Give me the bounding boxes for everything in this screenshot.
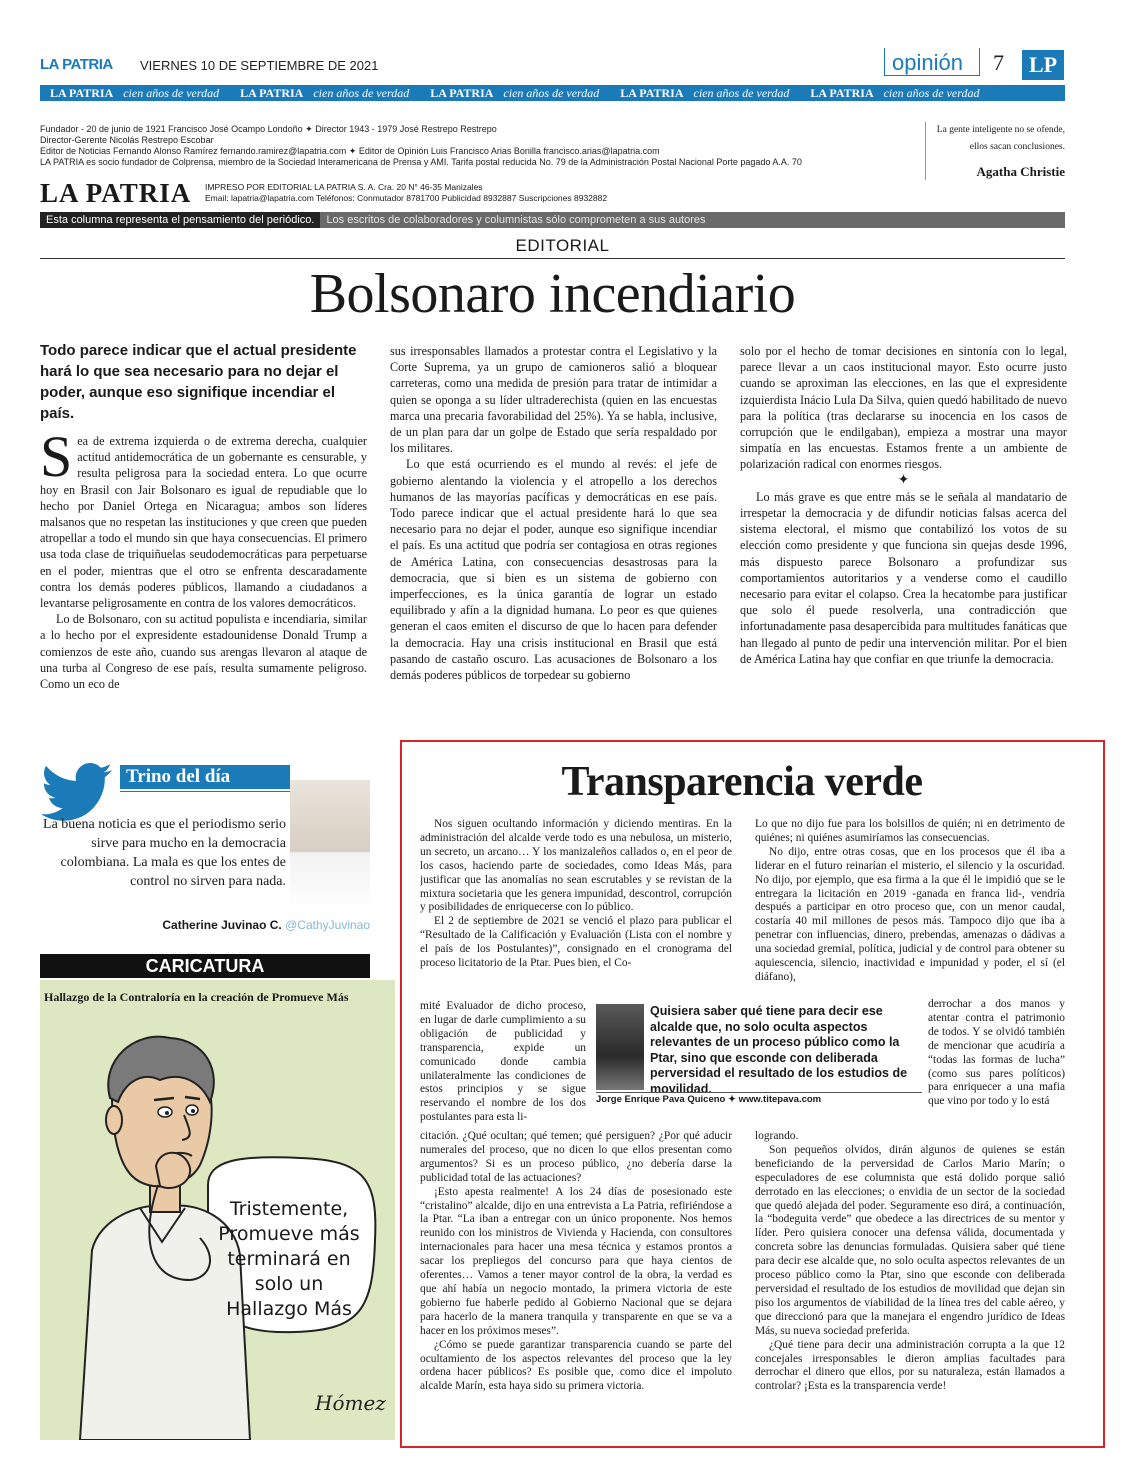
drop-cap: S — [40, 433, 73, 489]
paragraph: ¡Esto apesta realmente! A los 24 días de posesionado este “cristalino” alcalde, dijo en una entrevista a La Patria, refiriéndose a la Ptar. “La iban a entregar con un único proponente. Nos hemos reunido con los ministros de Vivienda y Hacienda, con consultores internacionales para hacer una mesa técnica y estamos prontos a sacar los prepliegos del concurso para que haya cientos de oferentes… Vamos a tener mayor control de la obra, la verdad es que ahí había un negocio montado, la primera victoria de este gobierno fue haberle pedido al Gobierno Nacional que se dejara para hacerlo de la manera tranquila y transparente en que se va a hacer en los próximos meses”. — [420, 1185, 732, 1337]
printer-info: IMPRESO POR EDITORIAL LA PATRIA S. A. Cra. 20 N° 46-35 Manizales — [205, 182, 483, 192]
notice-band — [40, 212, 1065, 228]
paragraph: ¿Qué tiene para decir una administración corrupta a la que 12 concejales irresponsables le dieron amplias facultades para derrochar el dinero que ellos, por su naturaleza, están llamados a controlar? ¡Esta es la transparencia verde! — [755, 1338, 1065, 1393]
author-photo — [290, 780, 370, 910]
paragraph: Lo que está ocurriendo es el mundo al revés: el jefe de gobierno alentando la violencia y el atropello a los derechos humanos de las mayorías pacíficas y democráticas en ese país. Todo parece indicar que el actual presidente hará lo que sea necesario para no dejar el poder, aunque eso signifique incendiar el país. Es una actitud que podría ser contagiosa en otras regiones de América Latina, con consecuencias desastrosas para la democracia, que si bien es un sistema de gobierno con imperfecciones, es la única garantía de lograr un estado equilibrado y afín a la dignidad humana. Lo peor es que quienes generan el caos emiten el discurso de que lo hacen para defender la democracia. Hay una crisis institucional en Brasil que está pasando de castaño oscuro. Las acusaciones de Bolsonaro a los demás poderes públicos de torpedear su gobierno — [390, 457, 717, 683]
masthead-date: VIERNES 10 DE SEPTIEMBRE DE 2021 — [140, 58, 379, 73]
paragraph — [40, 433, 367, 611]
paragraph: Lo de Bolsonaro, con su actitud populista e incendiaria, similar a lo hecho por el expresidente estadounidense Donald Trump a comienzos de este año, cuando sus arengas llevaron al ataque de una turba al Congreso de ese país, resulta sumamente peligroso. Como un eco de — [40, 612, 367, 692]
band-slogan: cien años de verdad — [123, 86, 220, 100]
contact-info: Email: lapatria@lapatria.com Teléfonos: Conmutador 8781700 Publicidad 8932887 Suscripciones 8932882 — [205, 193, 608, 203]
paragraph: ¿Cómo se puede garantizar transparencia cuando se parte del ocultamiento de los aspectos relevantes del proceso que la ley ordena hacer públicos? Es posible que, como dice el impoluto alcalde Marín, esta haya sido su primera victoria. — [420, 1338, 732, 1393]
columnist-photo — [596, 1004, 644, 1090]
editorial-headline: Bolsonaro incendiario — [309, 263, 796, 325]
paragraph: Nos siguen ocultando información y diciendo mentiras. En la administración del alcalde verde todo es una nebulosa, un misterio, un secreto, un arcano… Y los manizaleños callados o, en el peor de los casos, haciendo parte de sociedades, como Ideas Más, para justificar que las anomalías no sean escrutables y se revistan de la mixtura societaria que les genera impunidad, descontrol, corrupción y posibilidades de enriquecerse con lo público. — [420, 818, 732, 914]
columnist-byline: Jorge Enrique Pava Quiceno ✦ www.titepava.com — [596, 1092, 922, 1106]
quote-box — [925, 122, 1065, 180]
section-divider: ✦ — [897, 472, 910, 488]
paragraph-text: ea de extrema izquierda o de extrema derecha, cualquier actitud antidemocrática de un gobernante es censurable, y resulta peligrosa para la sociedad entera. Lo que ocurre hoy en Brasil con Jair Bolsonaro es igual de repudiable que lo hecho por Daniel Ortega en Nicaragua; ambos son líderes malsanos que no respetan las instituciones y que creen que pueden atropellar a todo el mundo sin que haya consecuencias. El primero usa toda clase de triquiñuelas seudodemocráticas para perpetuarse en el poder, mientras que el otro se enfrenta descaradamente contra los demás poderes públicos, llamando a ciudadanos a levantarse peligrosamente en contra de los valores democráticos. — [40, 434, 367, 611]
paragraph: logrando. — [755, 1130, 799, 1142]
paragraph: derrochar a dos manos y atentar contra el patrimonio de todos. Y se olvidó también de mencionar que acudiría a “todas las formas de lucha” (como sus pares políticos) para enriquecer a una mafia que vino por todo y lo está — [928, 998, 1065, 1108]
paragraph: citación. ¿Qué ocultan; qué temen; qué persiguen? ¿Por qué aducir numerales del proceso, que no dicen lo que ellos presentan como argumentos? Si es un proceso público, ¿no debería darse la publicidad total de las actuaciones? — [420, 1130, 732, 1184]
cartoonist-signature: Hómez — [315, 1391, 386, 1415]
caricatura-title: CARICATURA — [40, 954, 370, 978]
column-text-block — [420, 1130, 732, 1426]
trino-handle[interactable]: @CathyJuvinao — [285, 918, 370, 932]
editorial-column-1 — [40, 433, 367, 738]
quote-text — [932, 122, 1065, 156]
quote-line: La gente inteligente no se ofende, — [936, 125, 1065, 135]
credit-line: Director-Gerente Nicolás Restrepo Escobar — [40, 135, 214, 145]
column-text-block — [755, 1130, 1065, 1426]
band-logo: LA PATRIA — [50, 86, 114, 100]
twitter-bird-icon — [40, 762, 114, 822]
paragraph: sus irresponsables llamados a protestar contra el Legislativo y la Corte Suprema, ya un grupo de camioneros salió a bloquear carreteras, como una medida de presión para tratar de intimidar a quien se oponga a su líder ultraderechista (quien en las encuestas marca una precaria favorabilidad del 25%). Ya se habla, inclusive, de un plan para dar un golpe de Estado que sería respaldado por los militares. — [390, 344, 717, 456]
column-text-block — [928, 998, 1065, 1130]
credit-line: LA PATRIA es socio fundador de Colprensa, miembro de la Sociedad Interamericana de Prensa y AMI. Tarifa postal reducida No. 79 de la Administración Postal Nacional Porte pagado A.A. 70 — [40, 157, 802, 167]
band-logo: LA PATRIA — [430, 86, 494, 100]
paragraph: Lo que no dijo fue para los bolsillos de quién; ni en detrimento de quiénes; ni quiénes asumiríamos las consecuencias. — [755, 818, 1065, 844]
band-slogan: cien años de verdad — [883, 86, 980, 100]
column-text-block — [420, 1000, 586, 1130]
band-slogan: cien años de verdad — [693, 86, 790, 100]
paragraph: El 2 de septiembre de 2021 se venció el plazo para publicar el “Resultado de la Calificación y Evaluación (Lista con el nombre y el país de los Postulantes)”, consignado en el cronograma del proceso licitatorio de la Ptar. Pues bien, el Co- — [420, 915, 732, 970]
editorial-label: EDITORIAL — [515, 236, 610, 255]
paragraph: Son pequeños olvidos, dirán algunos de quienes se están beneficiando de la perversidad de Carlos Mario Marín; o especuladores de ese columnista que está dolido porque salió derrotado en las elecciones; o envidia de un sector de la sociedad que quedó alejada del poder. Seguramente eso dirá, a continuación, la “bodeguita verde” que obedece a las directrices de su mentor y líder. Pero quisiera conocer una defensa válida, documentada y concreta sobre las denuncias formuladas. Quisiera saber qué tiene para decir ese alcalde que, no solo oculta aspectos relevantes de un proceso público como la Ptar, sino que esconde con deliberada perversidad el resultado de los estudios de movilidad que dejan sin piso los argumentos de viabilidad de la línea tres del cable aéreo, y que direccionó para que la manejara el engendro jurídico de Ideas Más, su nueva sociedad preferida. — [755, 1143, 1065, 1337]
paragraph: No dijo, entre otras cosas, que en los procesos que él iba a liderar en el futuro reinarían el misterio, el silencio y la oscuridad. No dijo, por ejemplo, que esa firma a la que él le impidió que se le entregara la licitación en 2019 -ganada en franca lid-, vendría después a participar en otro proceso que, con un menor caudal, costaría 40 mil millones de pesos más. Tampoco dijo que iba a penetrar con influencias, dinero, prebendas, amenazas o dádivas a una sociedad gremial, política, judicial y de control para obtener su aquiescencia, silencio, inactividad e impunidad y poder, el sí (el diáfano), — [755, 845, 1065, 983]
section-name: opinión — [892, 50, 963, 75]
speech-bubble-text: Tristemente, Promueve más terminará en solo un Hallazgo Más — [218, 1198, 360, 1320]
column-headline: Transparencia verde — [561, 759, 923, 805]
divider — [40, 258, 1065, 259]
band-slogan: cien años de verdad — [503, 86, 600, 100]
column-text-block — [420, 818, 732, 1000]
paragraph: Lo más grave es que entre más se le señala al mandatario de irrespetar la democracia y de difundir noticias falsas acerca del sistema electoral, el mismo que contabilizó los votos de su elección como presidente y que funciona sin quejas desde 1996, más dispuesto parece Bolsonaro a profundizar sus comportamientos autoritarios y a venderse como el caudillo necesario para evitar el colapso. Crea la hecatombe para justificar que solo él puede resolverla, una contradicción que infortunadamente pasa desapercibida para multitudes fanáticas que han llegado al punto de pedir una intervención militar. Por el bien de América Latina hay que confiar en que triunfe la democracia. — [740, 489, 1067, 666]
page-number: 7 — [993, 50, 1004, 75]
editorial-column-3 — [740, 343, 1067, 738]
paragraph: mité Evaluador de dicho proceso, en lugar de darle cumplimiento a su obligación de publicidad y transparencia, expide un comunicado donde cambia unilateralmente las condiciones de estos principios y se sigue reservando el nombre de los dos postulantes para esta li- — [420, 1000, 586, 1124]
quote-line: ellos sacan conclusiones. — [969, 142, 1065, 152]
notice-left: Esta columna representa el pensamiento del periódico. — [40, 212, 320, 228]
editorial-lead: Todo parece indicar que el actual presidente hará lo que sea necesario para no dejar el poder, aunque eso signifique incendiar el país. — [40, 342, 357, 422]
trino-title: Trino del día — [120, 765, 290, 789]
credit-line: Editor de Noticias Fernando Alonso Ramírez fernando.ramirez@lapatria.com ✦ Editor de Opinión Luis Francisco Arias Bonilla francisco.arias@lapatria.com — [40, 146, 660, 156]
band-logo: LA PATRIA — [620, 86, 684, 100]
quote-author: Agatha Christie — [976, 164, 1065, 179]
band-logo: LA PATRIA — [810, 86, 874, 100]
trino-author — [40, 918, 370, 932]
pull-quote: Quisiera saber qué tiene para decir ese alcalde que, no solo oculta aspectos relevantes de un proceso público como la Ptar, sino que esconde con deliberada perversidad el resultado de los estudios de movilidad. — [650, 1004, 908, 1096]
paragraph: solo por el hecho de tomar decisiones en sintonía con lo legal, parece llevar a un caos institucional mayor. Esto ocurre justo cuando se aproximan las elecciones, en las que el expresidente izquierdista Inácio Lula Da Silva, quien quedó habilitado de nuevo para la política (tras declararse su inocencia en los casos de corrupción que le endilgaban), empieza a mostrar una mayor simpatía en las encuestas. Estamos frente a un ambiente de polarización radical con enormes riesgos. — [740, 344, 1067, 472]
band-slogan: cien años de verdad — [313, 86, 410, 100]
la-patria-wordmark: LA PATRIA — [40, 178, 192, 208]
caricatura-caption: Hallazgo de la Contraloría en la creación de Promueve Más — [44, 990, 349, 1004]
band-logo: LA PATRIA — [240, 86, 304, 100]
trino-author-name: Catherine Juvinao C. — [162, 918, 282, 932]
masthead-logo: LA PATRIA — [40, 56, 113, 73]
slogan-band — [40, 85, 1065, 101]
lp-badge: LP — [1022, 50, 1064, 80]
column-text-block — [755, 818, 1065, 998]
trino-text: La buena noticia es que el periodismo serio sirve para mucho en la democracia colombiana. La mala es que los entes de control no sirven para nada. — [43, 817, 286, 889]
credit-line: Fundador - 20 de junio de 1921 Francisco José Ocampo Londoño ✦ Director 1943 - 1979 José Restrepo Restrepo — [40, 124, 497, 134]
notice-right: Los escritos de colaboradores y columnistas sólo comprometen a sus autores — [326, 214, 706, 226]
editorial-column-2 — [390, 343, 717, 738]
